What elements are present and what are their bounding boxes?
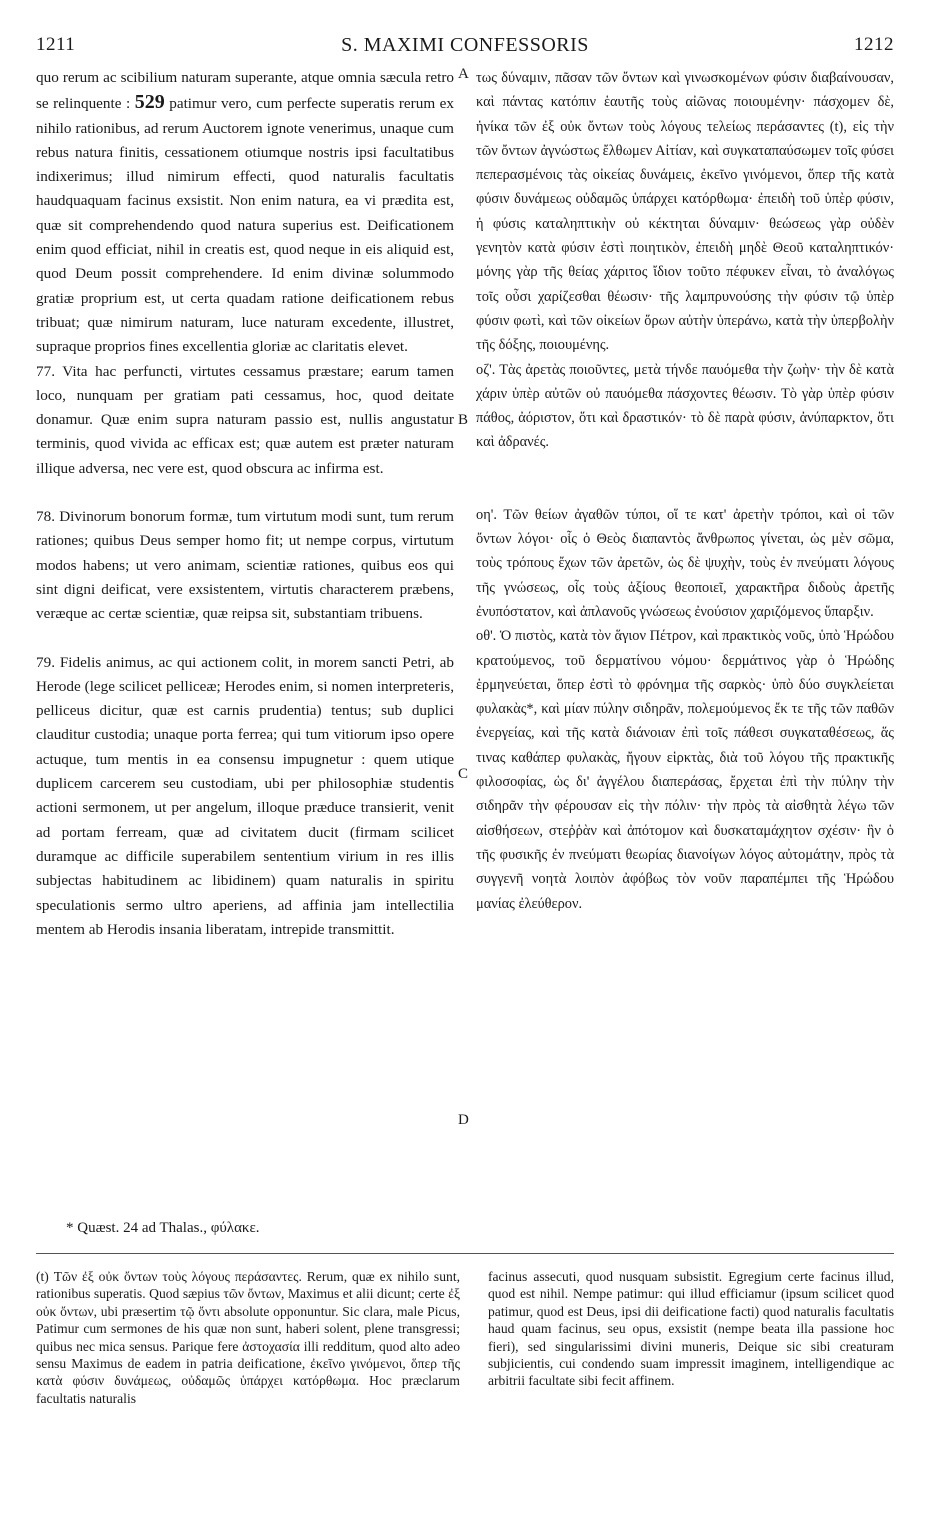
latin-intro-text-a: quo rerum ac scibilium naturam superante, atque omnia sæcula retro se relinquente : — [36, 69, 454, 113]
margin-marker-a: A — [458, 66, 469, 82]
editor-note-left-text: (t) Τῶν ἐξ οὐκ ὄντων τοὺς λόγους περάσαντες. Rerum, quæ ex nihilo sunt, rationibus superatis. Quod sæpius τῶν ὄντων, Maximus et alii dicunt; certe ἐξ οὐκ ὄντων, ubi præsertim τῷ ὄντι absolute opponuntur. Sic clara, male Picus, Patimur cum sermones de his quæ non sunt, haberi solent, plene transgressi; quibus nec mica sensus. Parique fere ἀστοχασία illi redditum, quod alto adeo sensu Maximus de eadem in patria deificatione, ἐκεῖνο γινόμενοι, ὅπερ τῆς κατὰ φύσιν δυνάμεως, οὐδαμῶς ὑπάρχει κατόρθωμα. Hoc præclarum facultatis naturalis — [36, 1269, 460, 1406]
latin-column — [36, 66, 454, 942]
greek-paragraph-77: οζ'. Τὰς ἀρετὰς ποιοῦντες, μετὰ τήνδε παυόμεθα τὴν ζωὴν· τὴν δὲ κατὰ χάριν ὑπὲρ αὐτῶν οὐ παυόμεθα πάσχοντες θέωσιν. Τὸ γὰρ ὑπὲρ φύσιν πάθος, ἀόριστον, ὅτι καὶ δραστικόν· τὸ δὲ παρὰ φύσιν, ἀνύπαρκτον, ὅτι καὶ ἀδρανές. — [476, 361, 894, 451]
editor-note-right — [488, 1268, 894, 1390]
greek-column — [476, 66, 894, 916]
greek-paragraph-79: οθ'. Ὁ πιστὸς, κατὰ τὸν ἅγιον Πέτρον, καὶ πρακτικὸς νοῦς, ὑπὸ Ἡρώδου κρατούμενος, τοῦ δερματίνου νόμου· δερμάτινος γὰρ ὁ Ἡρώδης ἑρμηνεύεται, ὅπερ ἐστὶ τὸ φρόνημα τῆς σαρκὸς· ὑπὸ δύο συγκλείεται φυλακὰς*, καὶ μίαν πύλην σιδηρᾶν, πολεμούμενος ἔκ τε τῆς τῶν παθῶν ἐνεργείας, καὶ τῆς κατὰ διάνοιαν ἐπὶ τοῖς πάθεσι συγκαταθέσεως, ἅς τινας καθάπερ φυλακὰς, ἤγουν εἱρκτὰς, διὰ τοῦ λόγου τῆς πρακτικῆς φιλοσοφίας, ὡς δι' ἀγγέλου διαπεράσας, ἔρχεται ἐπὶ τὴν πύλην τὴν σιδηρᾶν τὴν φέρουσαν εἰς τὴν πόλιν· τὴν πρὸς τὰ αἰσθητὰ λέγω τῶν αἰσθήσεων, στεῤῥὰν καὶ ἀπότομον καὶ δυσκαταμάχητον σχέσιν· ἣν ὁ τῆς φυσικῆς ἐν πνεύματι θεωρίας διανοίγων λόγος αὐτομάτην, πρὸς τὰ συγγενῆ νοητὰ λοιπὸν ἀφόβως τὸν νοῦν παραπέμπει τῆς Ἡρώδου μανίας ἐλεύθερον. — [476, 628, 894, 912]
latin-paragraph-78: 78. Divinorum bonorum formæ, tum virtutum modi sunt, tum rerum rationes; quibus Deus semper homo fit; ut nempe corpus, virtutum modos habens; ut vero animam, scientiæ rationes, quibus eos qui sint digni deificat, vere exsistentem, virtutis characterem præbens, veræque ac certæ scientiæ, quæ reipsa sit, substantiam tribuens. — [36, 508, 454, 623]
latin-paragraph-intro — [36, 66, 454, 360]
margin-marker-b: B — [458, 412, 469, 428]
margin-marker-c: C — [458, 766, 469, 782]
running-title: S. MAXIMI CONFESSORIS — [341, 34, 589, 56]
editor-note-right-text: facinus assecuti, quod nusquam subsistit. Egregium certe facinus illud, quod est nihil. Nempe patimur: qui illud efficiamur (ipsum scilicet quod patimur, quod est Deus, ipsi dii deificatione facti) quod naturalis facultatis haud quam facinus, seu opus, exsistit (nempe beata illa passione hoc fieri), sed singularissimi divini muneris, Deique sic sibi creaturam subjicientis, cui condendo suam impressit imaginem, intelligendique ac arbitrii facultate sibi fecit affinem. — [488, 1269, 894, 1389]
footnote-reference: * Quæst. 24 ad Thalas., φύλακε. — [66, 1220, 260, 1236]
section-number: 529 — [134, 91, 165, 114]
latin-paragraph-79: 79. Fidelis animus, ac qui actionem colit, in morem sancti Petri, ab Herode (lege scilicet pelliceæ; Herodes enim, si nomen interpreteris, pelliceus dicitur, quæ est carnis prudentia) tentus; sub duplici clauditur custodia; unaque porta ferrea; qui tum vitiorum ipso opere actuque, tum mentis in ea consensu impugnetur : quem utique duplicem carcerem seu custodiam, ubi per philosophiæ studentis actioni sermonem, ut per angelum, illoque præduce transierit, venit ad portam ferream, quæ ad civitatem ducit (firmam scilicet duramque ac difficile superabilem sententium virium in res illis subjectas habitudinem ac libidinem) quam naturalis in spiritu speculationis sermo ultro aperiens, ad affinia jam intellectilia mentem ab Herodis insania liberatam, intrepide transmittit. — [36, 653, 454, 938]
page-header — [36, 34, 894, 64]
latin-intro-text-b: patimur vero, cum perfecte superatis rerum ex nihilo rationibus, ad rerum Auctorem ignote venerimus, unaque cum rebus natura finitis, cessationem otiumque nostris ipsi facultatibus indixerimus; illud nimirum effecti, quod naturalis facultatis haudquaquam facinus exsistit. Non enim natura, ea vi prædita est, quæ sit comprehendendo quod natura superius est. Deificationem enim quod efficiat, nihil in creatis est, quod neque in eis aliquid est, quod Deum possit comprehendere. Id enim divinæ solummodo gratiæ proprium est, ut certa quadam ratione deificationem rebus tribuat; quæ nimirum naturam, luce naturam excedente, illustret, supraque proprios fines excellentia gloriæ ac claritatis elevet. — [36, 95, 454, 356]
spacer — [476, 455, 894, 503]
greek-paragraph-intro: τως δύναμιν, πᾶσαν τῶν ὄντων καὶ γινωσκομένων φύσιν διαβαίνουσαν, καὶ πάντας κατόπιν ἑαυτῆς τοὺς αἰῶνας ποιουμένην· πάσχομεν δὲ, ἡνίκα τῶν ἐξ οὐκ ὄντων τοὺς λόγους τελείως περάσαντες (t), εἰς τὴν τῶν ὄντων ἀγνώστως ἔλθωμεν Αἰτίαν, καὶ συγκαταπαύσωμεν τοῖς φύσει πεπερασμένοις τὰς οἰκείας δυνάμεις, ἐκεῖνο γινόμενοι, ὅπερ τῆς κατὰ φύσιν δυνάμεως οὐδαμῶς ὑπάρχει κατόρθωμα· ἐπειδὴ τοῦ ὑπὲρ φύσιν, ἡ φύσις καταληπτικὴν οὐ κέκτηται δύναμιν· θεώσεως γὰρ οὐδὲν γενητὸν κατὰ φύσιν ἐστὶ ποιητικὸν, ἐπειδὴ μηδὲ Θεοῦ καταληπτικόν· μόνης γὰρ τῆς θείας χάριτος ἴδιον τοῦτο πέφυκεν εἶναι, τὸ ἀναλόγως τοῖς οὖσι χαρίζεσθαι θέωσιν· τῆς λαμπρυνούσης τὴν φύσιν τῷ ὑπὲρ φύσιν φωτὶ, καὶ τῶν οἰκείων ὅρων αὐτὴν ὑπεράνω, κατὰ τὴν ὑπερβολὴν τῆς δόξης, ποιουμένης. — [476, 70, 894, 354]
editor-note-left — [36, 1268, 460, 1407]
spacer — [36, 481, 454, 505]
margin-marker-d: D — [458, 1112, 469, 1128]
notes-divider — [36, 1253, 894, 1254]
spacer — [36, 627, 454, 651]
latin-paragraph-77: 77. Vita hac perfuncti, virtutes cessamus præstare; earum tamen loco, nunquam per gratiam pati cessamus, hoc, quod deitate donamur. Quæ enim supra naturam passio est, nullis angustatur terminis, quod vivida ac efficax est; quæ autem est præter naturam illique adversa, nec vere est, quod obscura ac infirma est. — [36, 362, 454, 477]
page-number-right: 1212 — [854, 34, 894, 55]
greek-paragraph-78: οη'. Τῶν θείων ἀγαθῶν τύποι, οἵ τε κατ' ἀρετὴν τρόποι, καὶ οἱ τῶν ὄντων λόγοι· οἷς ὁ Θεὸς διαπαντὸς ἄνθρωπος γίνεται, ὡς μὲν σῶμα, τοὺς τρόπους ἔχων τῶν ἀρετῶν, ὡς δὲ ψυχὴν, τοὺς ἐν πνεύματι λόγους τῆς γνώσεως, οἷς τοὺς ἀξίους θεοποιεῖ, χαρακτῆρα διδοὺς ἀρετῆς ἐνυπόστατον, καὶ ἀπλανοῦς γνώσεως ἐνούσιον χαριζόμενος ὕπαρξιν. — [476, 506, 894, 620]
page-number-left: 1211 — [36, 34, 76, 55]
